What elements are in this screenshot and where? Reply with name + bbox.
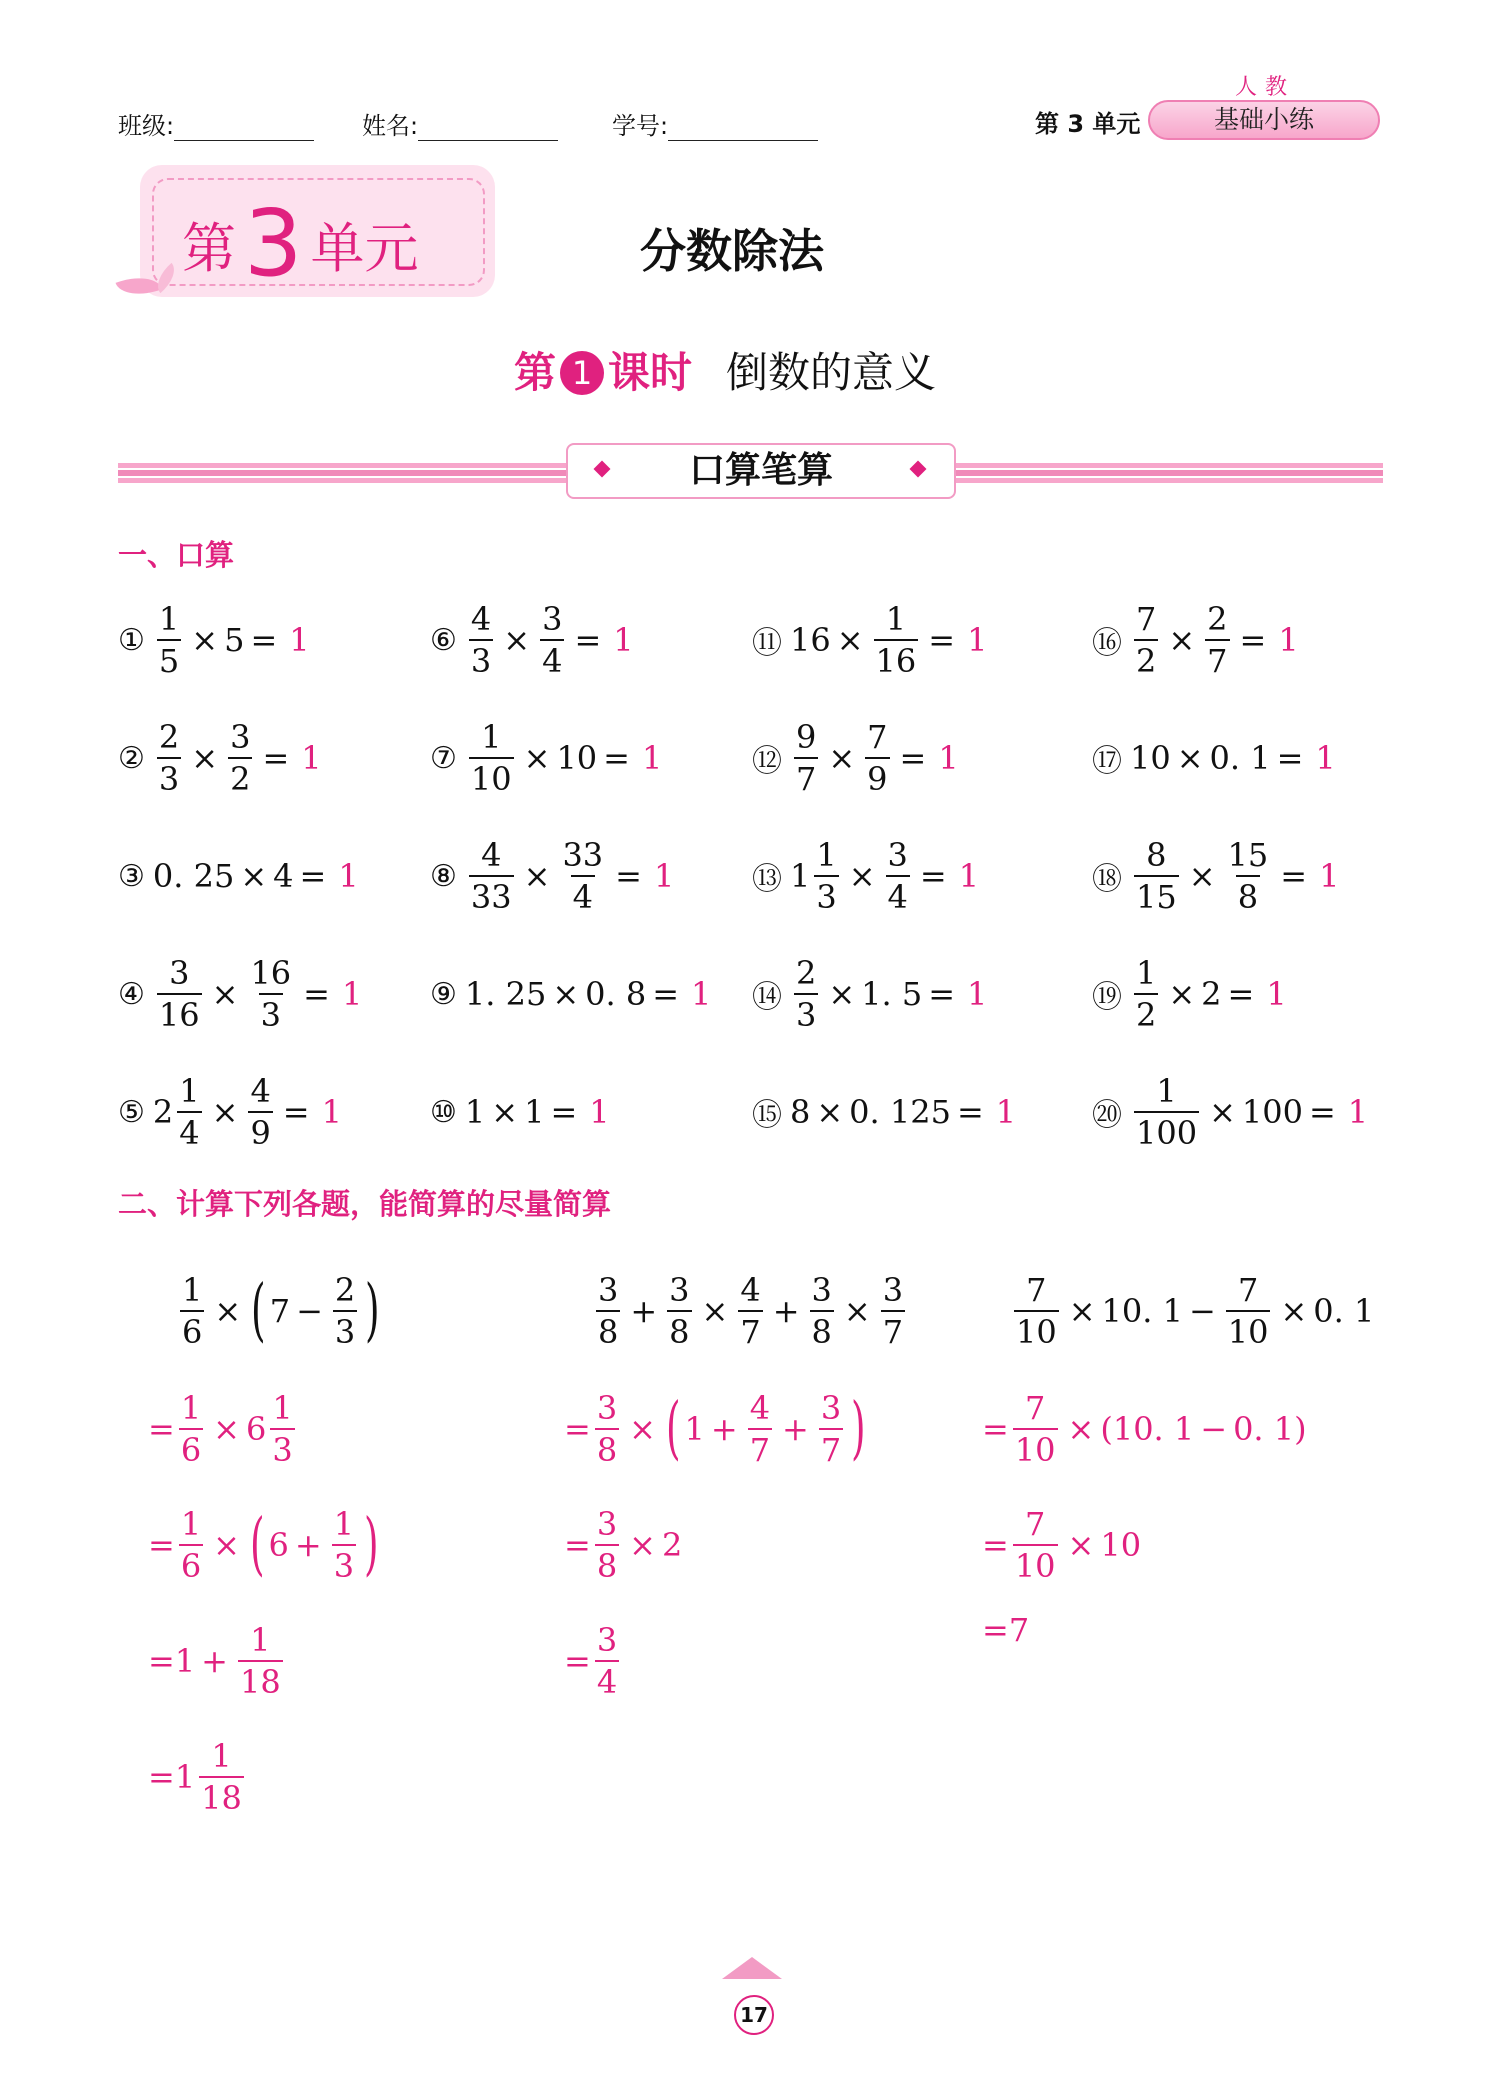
oral-item: ⑰ 10 × 0. 1 = 1 — [1092, 739, 1336, 779]
oral-column — [752, 600, 1016, 1152]
oral-column — [118, 600, 362, 1152]
calc-problem: $\frac{1}{6}$ × ( 7 − $\frac{2}{3}$ ) — [182, 1271, 380, 1351]
oral-item: ⑩ 1 × 1 = 1 — [430, 1093, 610, 1131]
header-unit-label: 第 3 单元 — [1035, 110, 1141, 138]
student-id-field[interactable] — [612, 106, 818, 141]
section-oral-title: 一、口算 — [118, 538, 235, 572]
page-number: 17 — [734, 1995, 774, 2035]
band-label: 口算笔算 — [566, 443, 956, 499]
oral-column — [430, 600, 711, 1152]
oral-item: ⑧ $\frac{4}{33}$ × $\frac{33}{4}$ = 1 — [430, 836, 675, 916]
chapter-title: 分数除法 — [640, 224, 824, 278]
oral-item: ⑤ 2 $\frac{1}{4}$ × $\frac{4}{9}$ = 1 — [118, 1072, 342, 1152]
oral-item: ⑥ $\frac{4}{3}$ × $\frac{3}{4}$ = 1 — [430, 600, 634, 680]
oral-item: ④ $\frac{3}{16}$ × $\frac{16}{3}$ = 1 — [118, 954, 363, 1034]
class-field[interactable] — [118, 106, 314, 141]
oral-item: ⑳ $\frac{1}{100}$ × 100 = 1 — [1092, 1072, 1369, 1152]
oral-column — [1092, 600, 1368, 1152]
calc-solution: = $\frac{3}{8}$ × ( 1 + $\frac{4}{7}$ + $\frac{3}{7}$ ) = $\frac{3}{8}$ × 2 = $\frac{3}{4}$ — [564, 1389, 866, 1701]
oral-item: ⑫ $\frac{9}{7}$ × $\frac{7}{9}$ = 1 — [752, 718, 959, 798]
page-number-roof-icon — [722, 1957, 782, 1979]
oral-item: ② $\frac{2}{3}$ × $\frac{3}{2}$ = 1 — [118, 718, 322, 798]
name-field[interactable] — [362, 106, 558, 141]
oral-item: ⑨ 1. 25 × 0. 8 = 1 — [430, 975, 712, 1013]
oral-item: ⑭ $\frac{2}{3}$ × 1. 5 = 1 — [752, 954, 988, 1034]
oral-item: ③ 0. 25 × 4 = 1 — [118, 857, 359, 895]
calc-problem: $\frac{7}{10}$ × 10. 1 − $\frac{7}{10}$ × 0. 1 — [1016, 1271, 1375, 1351]
oral-item: ⑮ 8 × 0. 125 = 1 — [752, 1093, 1017, 1133]
oral-item: ⑬ 1 $\frac{1}{3}$ × $\frac{3}{4}$ = 1 — [752, 836, 980, 916]
oral-item: ⑦ $\frac{1}{10}$ × 10 = 1 — [430, 718, 663, 798]
unit-heading: 第3 单元 — [182, 190, 419, 297]
series-badge: 基础小练 — [1148, 100, 1380, 140]
series-edition: 人教 — [1235, 75, 1296, 100]
calc-solution: = $\frac{1}{6}$ × 6 $\frac{1}{3}$ = $\frac{1}{6}$ × ( 6 + $\frac{1}{3}$ ) =1 + $\frac{1}{18}$ =1 $\frac{1}{18}$ — [148, 1389, 379, 1817]
class-label: 班级: — [118, 112, 175, 140]
calc-problem: $\frac{3}{8}$ + $\frac{3}{8}$ × $\frac{4}{7}$ + $\frac{3}{8}$ × $\frac{3}{7}$ — [598, 1271, 904, 1351]
lesson-heading: 第 1 课时 倒数的意义 — [514, 348, 937, 397]
oral-item: ⑱ $\frac{8}{15}$ × $\frac{15}{8}$ = 1 — [1092, 836, 1340, 916]
calc-solution: = $\frac{7}{10}$ × (10. 1 − 0. 1) = $\frac{7}{10}$ × 10 =7 — [982, 1389, 1307, 1649]
oral-item: ① $\frac{1}{5}$ × 5 = 1 — [118, 600, 310, 680]
student-id-label: 学号: — [612, 112, 669, 140]
name-label: 姓名: — [362, 112, 419, 140]
oral-item: ⑯ $\frac{7}{2}$ × $\frac{2}{7}$ = 1 — [1092, 600, 1299, 680]
oral-item: ⑪ 16 × $\frac{1}{16}$ = 1 — [752, 600, 988, 680]
lesson-name: 倒数的意义 — [726, 348, 937, 397]
section-calc-title: 二、计算下列各题，能简算的尽量简算 — [118, 1187, 612, 1221]
oral-item: ⑲ $\frac{1}{2}$ × 2 = 1 — [1092, 954, 1287, 1034]
